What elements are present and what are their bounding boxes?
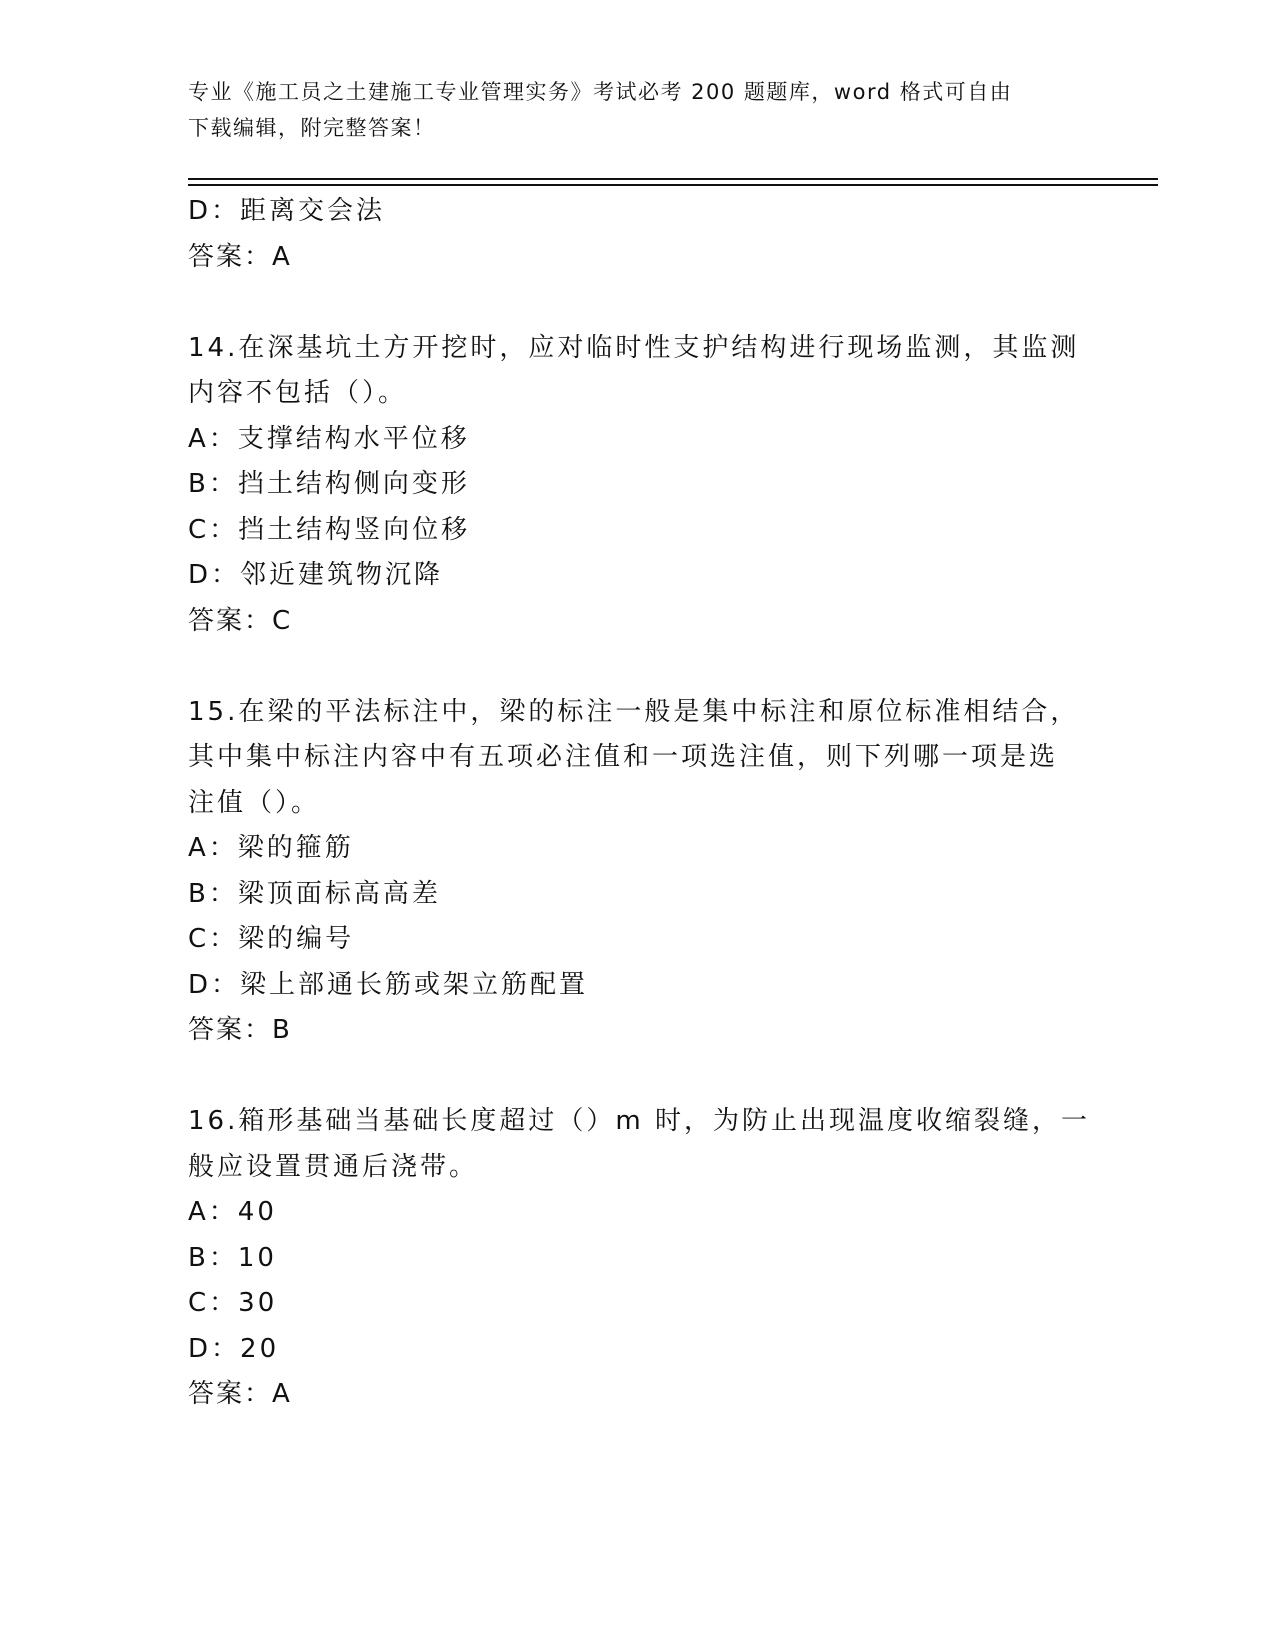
question-14 bbox=[188, 326, 1088, 645]
option-d: D：邻近建筑物沉降 bbox=[188, 560, 444, 590]
option-a: A：40 bbox=[188, 1197, 277, 1227]
option-c: C：挡土结构竖向位移 bbox=[188, 514, 471, 545]
question-text: 般应设置贯通后浇带。 bbox=[188, 1151, 479, 1182]
question-16 bbox=[188, 1099, 1088, 1418]
document-body bbox=[188, 189, 1088, 1418]
carryover-option-d: D：距离交会法 bbox=[188, 196, 386, 226]
carryover-answer: 答案：A bbox=[188, 241, 292, 272]
spacer bbox=[188, 280, 1088, 326]
answer: 答案：B bbox=[188, 1015, 292, 1045]
option-a: A：支撑结构水平位移 bbox=[188, 423, 470, 454]
header-rule-bottom bbox=[188, 184, 1158, 186]
option-d: D：20 bbox=[188, 1333, 280, 1364]
option-b: B：挡土结构侧向变形 bbox=[188, 469, 470, 499]
option-c: C：30 bbox=[188, 1288, 278, 1318]
header-line-2: 下载编辑，附完整答案！ bbox=[188, 116, 436, 140]
option-b: B：10 bbox=[188, 1242, 277, 1273]
option-d: D：梁上部通长筋或架立筋配置 bbox=[188, 969, 589, 1000]
option-a: A：梁的箍筋 bbox=[188, 833, 354, 863]
document-header bbox=[188, 74, 1068, 146]
question-text: 14.在深基坑土方开挖时，应对临时性支护结构进行现场监测，其监测 bbox=[188, 332, 1080, 363]
question-text: 其中集中标注内容中有五项必注值和一项选注值，则下列哪一项是选 bbox=[188, 742, 1059, 772]
answer: 答案：A bbox=[188, 1379, 292, 1409]
question-text: 内容不包括（）。 bbox=[188, 378, 408, 408]
question-text: 注值（）。 bbox=[188, 787, 321, 818]
answer: 答案：C bbox=[188, 605, 293, 636]
question-15 bbox=[188, 690, 1088, 1054]
spacer bbox=[188, 644, 1088, 690]
question-text: 16.箱形基础当基础长度超过（）m 时，为防止出现温度收缩裂缝，一 bbox=[188, 1106, 1090, 1136]
option-c: C：梁的编号 bbox=[188, 924, 355, 954]
question-text: 15.在梁的平法标注中，梁的标注一般是集中标注和原位标准相结合， bbox=[188, 696, 1080, 727]
header-line-1: 专业《施工员之土建施工专业管理实务》考试必考 200 题题库，word 格式可自由 bbox=[188, 80, 1013, 104]
header-rule-top bbox=[188, 178, 1158, 180]
spacer bbox=[188, 1054, 1088, 1100]
option-b: B：梁顶面标高高差 bbox=[188, 878, 441, 909]
